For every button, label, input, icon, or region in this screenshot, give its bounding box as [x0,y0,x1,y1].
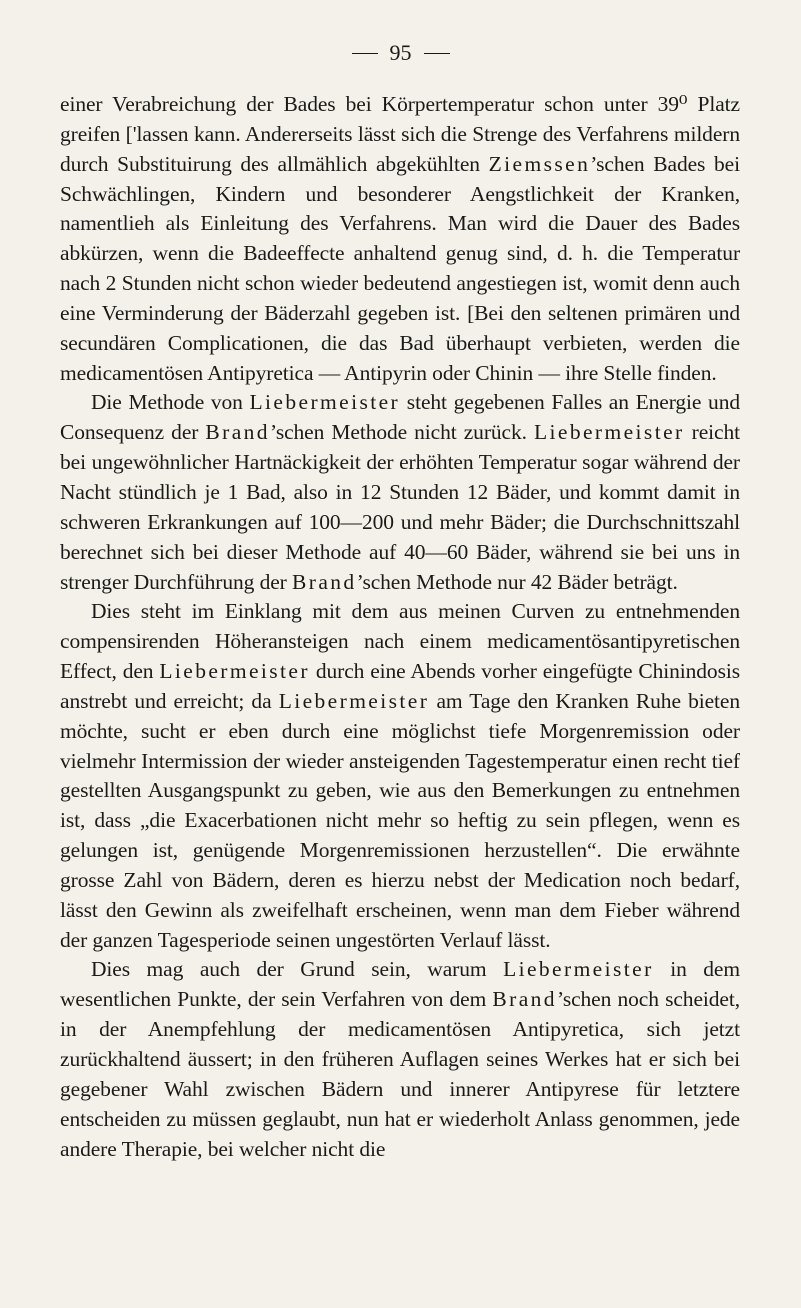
text-run: ’schen Bades bei Schwächlingen, Kindern und besonderer Aengstlichkeit der Kranken, namentlieh als Einleitung des Verfahrens. Man wird die Dauer des Bades abkürzen, wenn die Badeeffecte anhaltend genug sind, d. h. die Temperatur nach 2 Stunden nicht schon wieder bedeutend angestiegen ist, womit denn auch eine Verminderung der Bäderzahl gegeben ist. [Bei den seltenen primären und secundären Complicationen, die das Bad überhaupt verbieten, werden die medicamentösen Antipyretica — Antipyrin oder Chinin — ihre Stelle finden. [60,151,740,385]
text-run: ’schen Methode nicht zurück. [269,420,534,445]
header-rule-left [352,53,378,54]
spaced-name: Liebermeister [533,420,685,445]
spaced-name: Ziemssen [488,151,591,176]
page-number: 95 [389,40,412,65]
spaced-name: Liebermeister [249,390,401,415]
paragraph-2 [60,388,740,597]
spaced-name: Liebermeister [278,688,430,713]
text-run: Dies mag auch der Grund sein, warum [91,957,504,982]
spaced-name: Brand [292,569,357,594]
text-run: ’schen Methode nur 42 Bäder beträgt. [356,569,678,594]
body-text [60,90,740,1164]
text-run: durch eine Abends vorher eingefügte Chinindosis anstrebt und erreicht; da [60,659,740,713]
spaced-name: Liebermeister [159,659,310,684]
header-rule-right [424,53,450,54]
text-run: einer Verabreichung der Bades bei Körpertemperatur schon unter 39⁰ Platz greifen ['lassen kann. Andererseits lässt sich die Strenge des Verfahrens mildern durch Substituirung des allmählich abgekühlten [60,92,740,176]
paragraph-3 [60,597,740,955]
spaced-name: Brand [492,987,557,1012]
paragraph-4 [60,955,740,1164]
text-run: ’schen noch scheidet, in der Anempfehlung der medicamentösen Antipyretica, sich jetzt zurückhaltend äussert; in den früheren Auflagen seines Werkes hat er sich bei gegebener Wahl zwischen Bädern und innerer Antipyrese für letztere entscheiden zu müssen geglaubt, nun hat er wiederholt Anlass genommen, jede andere Therapie, bei welcher nicht die [60,987,741,1161]
page-header [0,42,801,64]
text-run: am Tage den Kranken Ruhe bieten möchte, sucht er eben durch eine möglichst tiefe Morgenremission oder vielmehr Intermission der wieder ansteigenden Tagestemperatur einen recht tief gestellten Ausgangspunkt zu geben, wie aus den Bemerkungen zu entnehmen ist, dass „die Exacerbationen nicht mehr so heftig zu sein pflegen, wenn es gelungen ist, genügende Morgenremissionen herzustellen“. Die erwähnte grosse Zahl von Bädern, deren es hierzu nebst der Medication noch bedarf, lässt den Gewinn als zweifelhaft erscheinen, wenn man dem Fieber während der ganzen Tagesperiode seinen ungestörten Verlauf lässt. [60,688,740,952]
paragraph-1 [60,90,740,388]
text-run: in dem wesentlichen Punkte, der sein Verfahren von dem [60,957,740,1012]
text-run: steht gegebenen Falles an Energie und Consequenz der [60,390,740,445]
text-run: Die Methode von [91,390,250,415]
text-run: Dies steht im Einklang mit dem aus meinen Curven zu entnehmenden compensirenden Höheransteigen nach einem medicamentösantipyretischen Effect, den [60,599,740,684]
spaced-name: Brand [205,420,270,445]
spaced-name: Liebermeister [503,957,654,982]
text-run: reicht bei ungewöhnlicher Hartnäckigkeit der erhöhten Temperatur sogar während der Nacht stündlich je 1 Bad, also in 12 Stunden 12 Bäder, und kommt damit in schweren Erkrankungen auf 100—200 und mehr Bäder; die Durchschnittszahl berechnet sich bei dieser Methode auf 40—60 Bäder, während sie bei uns in strenger Durchführung der [60,420,740,594]
